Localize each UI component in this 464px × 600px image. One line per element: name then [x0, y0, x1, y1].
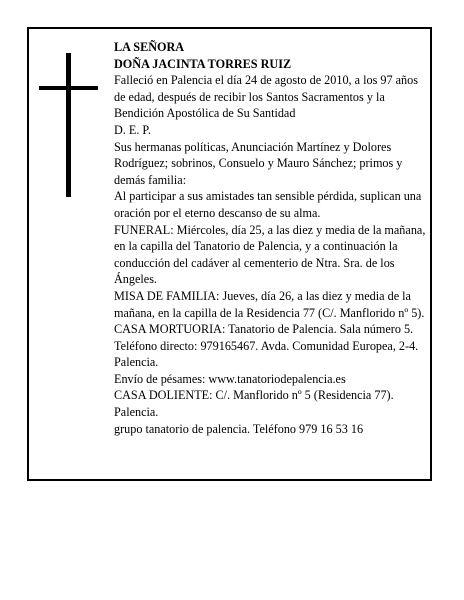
paragraph-home: CASA DOLIENTE: C/. Manflorido nº 5 (Residencia 77). Palencia. [114, 388, 394, 420]
cross-icon-vertical [66, 53, 71, 197]
paragraph-mass: MISA DE FAMILIA: Jueves, día 26, a las diez y media de la mañana, en la capilla de la Residencia 77 (C/. Manflorido nº 5). [114, 288, 425, 320]
obituary-text [114, 39, 426, 437]
paragraph-condolences: Envío de pésames: www.tanatoriodepalencia.es [114, 371, 346, 386]
deceased-name: DOÑA JACINTA TORRES RUIZ [114, 56, 292, 71]
paragraph-mortuary: CASA MORTUORIA: Tanatorio de Palencia. Sala número 5. Teléfono directo: 979165467. Avda. Comunidad Europea, 2-4. Palencia. [114, 322, 419, 370]
paragraph-prayer: Al participar a sus amistades tan sensible pérdida, suplican una oración por el eterno descanso de su alma. [114, 189, 422, 220]
paragraph-funeral: FUNERAL: Miércoles, día 25, a las diez y media de la mañana, en la capilla del Tanatorio de Palencia, y a continuación la conducción del cadáver al cementerio de Ntra. Sra. de los Ángeles. [114, 222, 426, 287]
paragraph-group: grupo tanatorio de palencia. Teléfono 979 16 53 16 [114, 421, 364, 436]
cross-icon-horizontal [39, 86, 98, 90]
paragraph-death: Falleció en Palencia el día 24 de agosto de 2010, a los 97 años de edad, después de recibir los Santos Sacramentos y la Bendición Apostólica de Su Santidad [114, 73, 418, 121]
notice-title: LA SEÑORA [114, 40, 185, 54]
paragraph-dep: D. E. P. [114, 122, 151, 137]
paragraph-family: Sus hermanas políticas, Anunciación Martínez y Dolores Rodríguez; sobrinos, Consuelo y Mauro Sánchez; primos y demás familia: [114, 139, 403, 187]
